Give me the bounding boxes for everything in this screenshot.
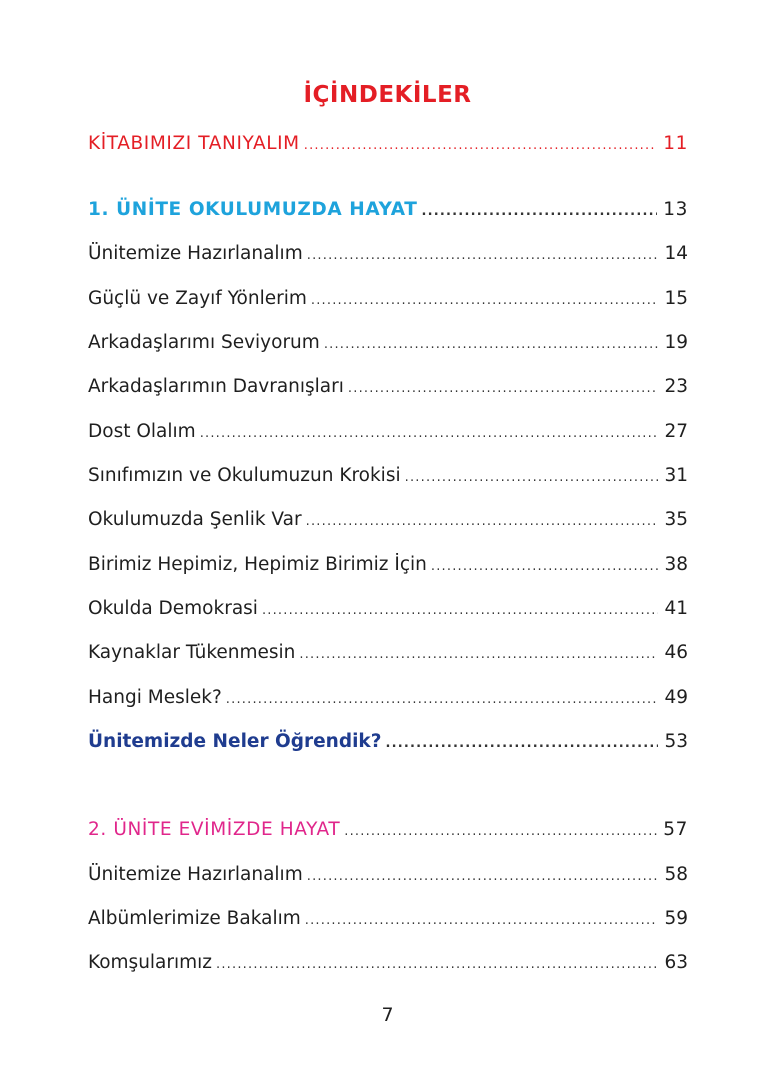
toc-entry[interactable] bbox=[88, 687, 688, 711]
toc-entry-page: 13 bbox=[663, 199, 688, 220]
toc-entry-page: 63 bbox=[664, 952, 688, 973]
toc-entry-label: Arkadaşlarımı Seviyorum bbox=[88, 332, 320, 353]
dot-leader bbox=[200, 426, 659, 441]
toc-entry-page: 35 bbox=[664, 509, 688, 530]
toc-entry-label: Arkadaşlarımın Davranışları bbox=[88, 376, 344, 397]
toc-entry-page: 14 bbox=[664, 243, 688, 264]
toc-entry-label: Okulda Demokrasi bbox=[88, 598, 258, 619]
toc-entry[interactable] bbox=[88, 509, 688, 533]
toc-entry[interactable] bbox=[88, 598, 688, 622]
toc-entry-label: Ünitemizde Neler Öğrendik? bbox=[88, 731, 382, 752]
dot-leader bbox=[324, 337, 659, 352]
toc-entry[interactable] bbox=[88, 864, 688, 888]
dot-leader bbox=[226, 692, 659, 707]
toc-entry-label: Ünitemize Hazırlanalım bbox=[88, 864, 303, 885]
toc-unit-heading-2[interactable] bbox=[88, 819, 688, 843]
dot-leader bbox=[431, 559, 659, 574]
toc-entry-label: Albümlerimize Bakalım bbox=[88, 908, 301, 929]
toc-entry-page: 38 bbox=[664, 554, 688, 575]
dot-leader bbox=[306, 514, 659, 529]
toc-entry[interactable] bbox=[88, 554, 688, 578]
toc-entry-label: Kaynaklar Tükenmesin bbox=[88, 642, 296, 663]
toc-entry-page: 11 bbox=[663, 133, 688, 154]
toc-entry-label: Hangi Meslek? bbox=[88, 687, 222, 708]
dot-leader bbox=[299, 647, 658, 662]
page-number: 7 bbox=[381, 1004, 394, 1026]
toc-entry-label: KİTABIMIZI TANIYALIM bbox=[88, 133, 300, 154]
dot-leader bbox=[305, 913, 659, 928]
page-title: İÇİNDEKİLER bbox=[303, 82, 472, 108]
dot-leader bbox=[385, 736, 658, 751]
dot-leader bbox=[311, 293, 659, 308]
dot-leader bbox=[348, 381, 659, 396]
toc-entry[interactable] bbox=[88, 332, 688, 356]
dot-leader bbox=[421, 204, 657, 219]
toc-entry[interactable] bbox=[88, 952, 688, 976]
dot-leader bbox=[405, 470, 659, 485]
toc-entry-label: Birimiz Hepimiz, Hepimiz Birimiz İçin bbox=[88, 554, 427, 575]
toc-entry-label: Güçlü ve Zayıf Yönlerim bbox=[88, 288, 307, 309]
toc-entry-label: Okulumuzda Şenlik Var bbox=[88, 509, 302, 530]
toc-entry-label: Sınıfımızın ve Okulumuzun Krokisi bbox=[88, 465, 401, 486]
toc-entry-page: 53 bbox=[664, 731, 688, 752]
toc-entry-label: 1. ÜNİTE OKULUMUZDA HAYAT bbox=[88, 199, 418, 220]
toc-entry[interactable] bbox=[88, 243, 688, 267]
dot-leader bbox=[262, 603, 659, 618]
toc-entry-intro[interactable] bbox=[88, 133, 688, 157]
toc-entry-label: Komşularımız bbox=[88, 952, 213, 973]
dot-leader bbox=[307, 869, 659, 884]
toc-entry[interactable] bbox=[88, 288, 688, 312]
toc-entry[interactable] bbox=[88, 421, 688, 445]
toc-entry-label: 2. ÜNİTE EVİMİZDE HAYAT bbox=[88, 819, 341, 840]
dot-leader bbox=[304, 138, 658, 153]
toc-entry[interactable] bbox=[88, 642, 688, 666]
toc-entry-review[interactable] bbox=[88, 731, 688, 755]
toc-entry-page: 59 bbox=[664, 908, 688, 929]
toc-entry[interactable] bbox=[88, 376, 688, 400]
toc-entry-page: 58 bbox=[664, 864, 688, 885]
toc-entry-page: 41 bbox=[664, 598, 688, 619]
toc-entry-page: 49 bbox=[664, 687, 688, 708]
toc-entry-page: 15 bbox=[664, 288, 688, 309]
dot-leader bbox=[216, 957, 658, 972]
toc-entry-page: 19 bbox=[664, 332, 688, 353]
toc-entry-label: Dost Olalım bbox=[88, 421, 196, 442]
toc-unit-heading-1[interactable] bbox=[88, 199, 688, 223]
dot-leader bbox=[344, 824, 657, 839]
dot-leader bbox=[307, 248, 659, 263]
toc-entry[interactable] bbox=[88, 908, 688, 932]
toc-entry[interactable] bbox=[88, 465, 688, 489]
toc-entry-label: Ünitemize Hazırlanalım bbox=[88, 243, 303, 264]
toc-entry-page: 27 bbox=[664, 421, 688, 442]
toc-entry-page: 57 bbox=[663, 819, 688, 840]
toc-entry-page: 31 bbox=[664, 465, 688, 486]
toc-entry-page: 23 bbox=[664, 376, 688, 397]
toc-entry-page: 46 bbox=[664, 642, 688, 663]
